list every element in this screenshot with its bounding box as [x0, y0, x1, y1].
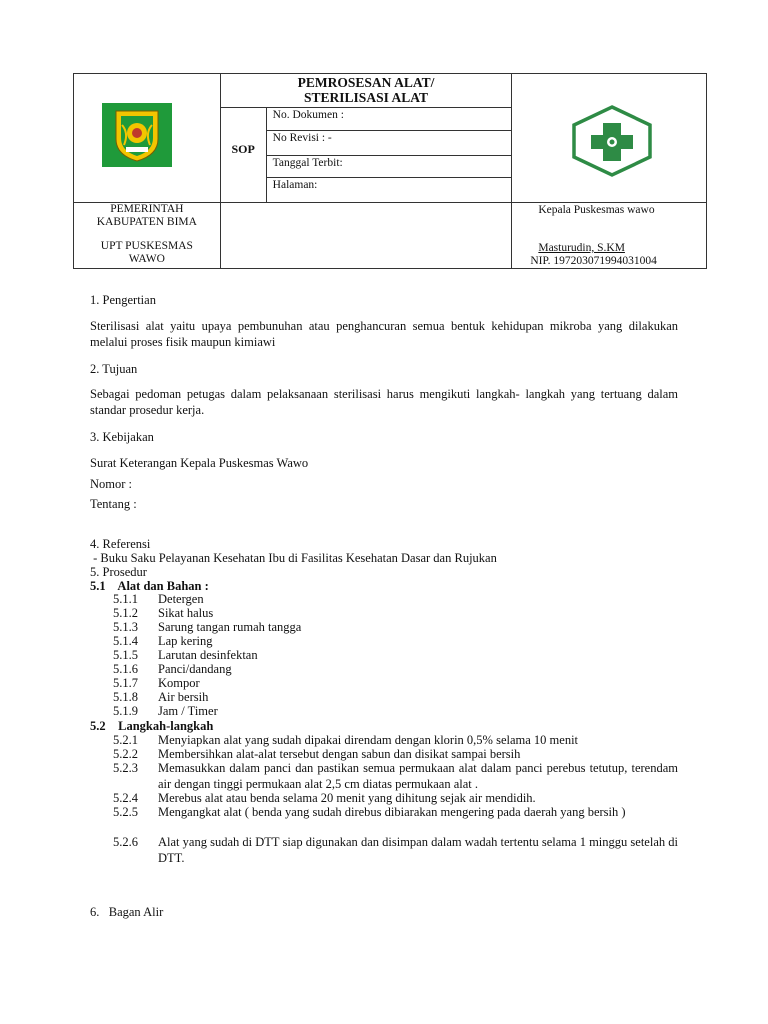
section-3-title: 3. Kebijakan: [90, 430, 154, 444]
section-6-title: 6. Bagan Alir: [90, 905, 164, 919]
step-item: Alat yang sudah di DTT siap digunakan dan disimpan dalam wadah tertentu selama 1 minggu setelah di DTT.: [158, 835, 678, 865]
field-issue-date: Tanggal Terbit:: [267, 156, 512, 178]
material-item: Air bersih: [158, 690, 209, 704]
step-item: Merebus alat atau benda selama 20 menit yang dihitung sejak air mendidih.: [158, 791, 536, 805]
field-page: Halaman:: [272, 179, 318, 191]
step-number: 5.2.6: [113, 835, 138, 849]
material-item: Detergen: [158, 592, 204, 606]
puskesmas-logo-cell: [512, 74, 707, 203]
material-item: Lap kering: [158, 634, 213, 648]
policy-line-1: Surat Keterangan Kepala Puskesmas Wawo: [90, 456, 309, 470]
material-number: 5.1.9: [113, 704, 138, 718]
field-revision: No Revisi : -: [267, 131, 512, 156]
government-cell: [74, 203, 221, 269]
document-title: [221, 74, 512, 108]
title-cell: [220, 74, 512, 203]
material-number: 5.1.5: [113, 648, 138, 662]
org-line-4: WAWO: [128, 252, 165, 265]
material-number: 5.1.8: [113, 690, 138, 704]
material-number: 5.1.1: [113, 592, 138, 606]
subsection-5-2-title: 5.2 Langkah-langkah: [90, 719, 214, 733]
step-item: Menyiapkan alat yang sudah dipakai direndam dengan klorin 0,5% selama 10 menit: [158, 733, 579, 747]
step-number: 5.2.2: [113, 747, 138, 761]
material-item: Kompor: [158, 676, 200, 690]
section-1-body: Sterilisasi alat yaitu upaya pembunuhan atau penghancuran semua bentuk kehidupan mikroba yang dilakukan melalui proses fisik maupun kimiawi: [90, 319, 678, 349]
title-line-2: STERILISASI ALAT: [304, 90, 428, 105]
org-line-1: PEMERINTAH: [110, 203, 184, 215]
material-item: Larutan desinfektan: [158, 648, 258, 662]
step-number: 5.2.5: [113, 805, 138, 819]
head-nip: NIP. 197203071994031004: [530, 255, 657, 267]
step-item: Mengangkat alat ( benda yang sudah direbus dibiarakan mengering pada daerah yang bersih ): [158, 805, 626, 819]
head-title: Kepala Puskesmas wawo: [538, 204, 655, 216]
material-item: Sarung tangan rumah tangga: [158, 620, 302, 634]
section-2-title: 2. Tujuan: [90, 362, 138, 376]
title-line-1: PEMROSESAN ALAT/: [297, 75, 435, 90]
material-number: 5.1.7: [113, 676, 138, 690]
step-number: 5.2.1: [113, 733, 138, 747]
regency-emblem-icon: [102, 103, 220, 167]
section-4-title: 4. Referensi: [90, 537, 151, 551]
section-5-title: 5. Prosedur: [90, 565, 147, 579]
material-item: Sikat halus: [158, 606, 214, 620]
section-1-title: 1. Pengertian: [90, 293, 156, 307]
sop-label: SOP: [221, 108, 267, 202]
step-item: Membersihkan alat-alat tersebut dengan sabun dan disikat sampai bersih: [158, 747, 521, 761]
org-line-2: KABUPATEN BIMA: [96, 215, 197, 228]
material-number: 5.1.3: [113, 620, 138, 634]
material-number: 5.1.6: [113, 662, 138, 676]
document-header-table: [73, 73, 707, 269]
head-name: Masturudin, S.KM: [538, 242, 625, 254]
material-item: Panci/dandang: [158, 662, 232, 676]
regency-emblem-cell: [74, 74, 221, 203]
step-number: 5.2.3: [113, 761, 138, 775]
puskesmas-logo-icon: [571, 105, 706, 177]
policy-line-2: Nomor :: [90, 477, 133, 491]
step-item: Memasukkan dalam panci dan pastikan semua permukaan alat dalam panci perebus tetutup, terendam air dengan tinggi permukaan alat 2,5 cm diatas permukaan alat .: [158, 761, 678, 791]
material-number: 5.1.2: [113, 606, 138, 620]
material-number: 5.1.4: [113, 634, 138, 648]
empty-center-cell: [220, 203, 512, 269]
policy-line-3: Tentang :: [90, 497, 137, 511]
field-doc-number: No. Dokumen :: [267, 108, 512, 131]
section-2-body: Sebagai pedoman petugas dalam pelaksanaan sterilisasi harus mengikuti langkah- langkah yang tertuang dalam standar prosedur kerja.: [90, 387, 678, 417]
head-signature-cell: [512, 203, 707, 269]
subsection-5-1-title: 5.1 Alat dan Bahan :: [90, 579, 209, 593]
step-number: 5.2.4: [113, 791, 138, 805]
reference-line: - Buku Saku Pelayanan Kesehatan Ibu di Fasilitas Kesehatan Dasar dan Rujukan: [90, 551, 497, 565]
org-line-3: UPT PUSKESMAS: [100, 240, 193, 252]
material-item: Jam / Timer: [158, 704, 218, 718]
